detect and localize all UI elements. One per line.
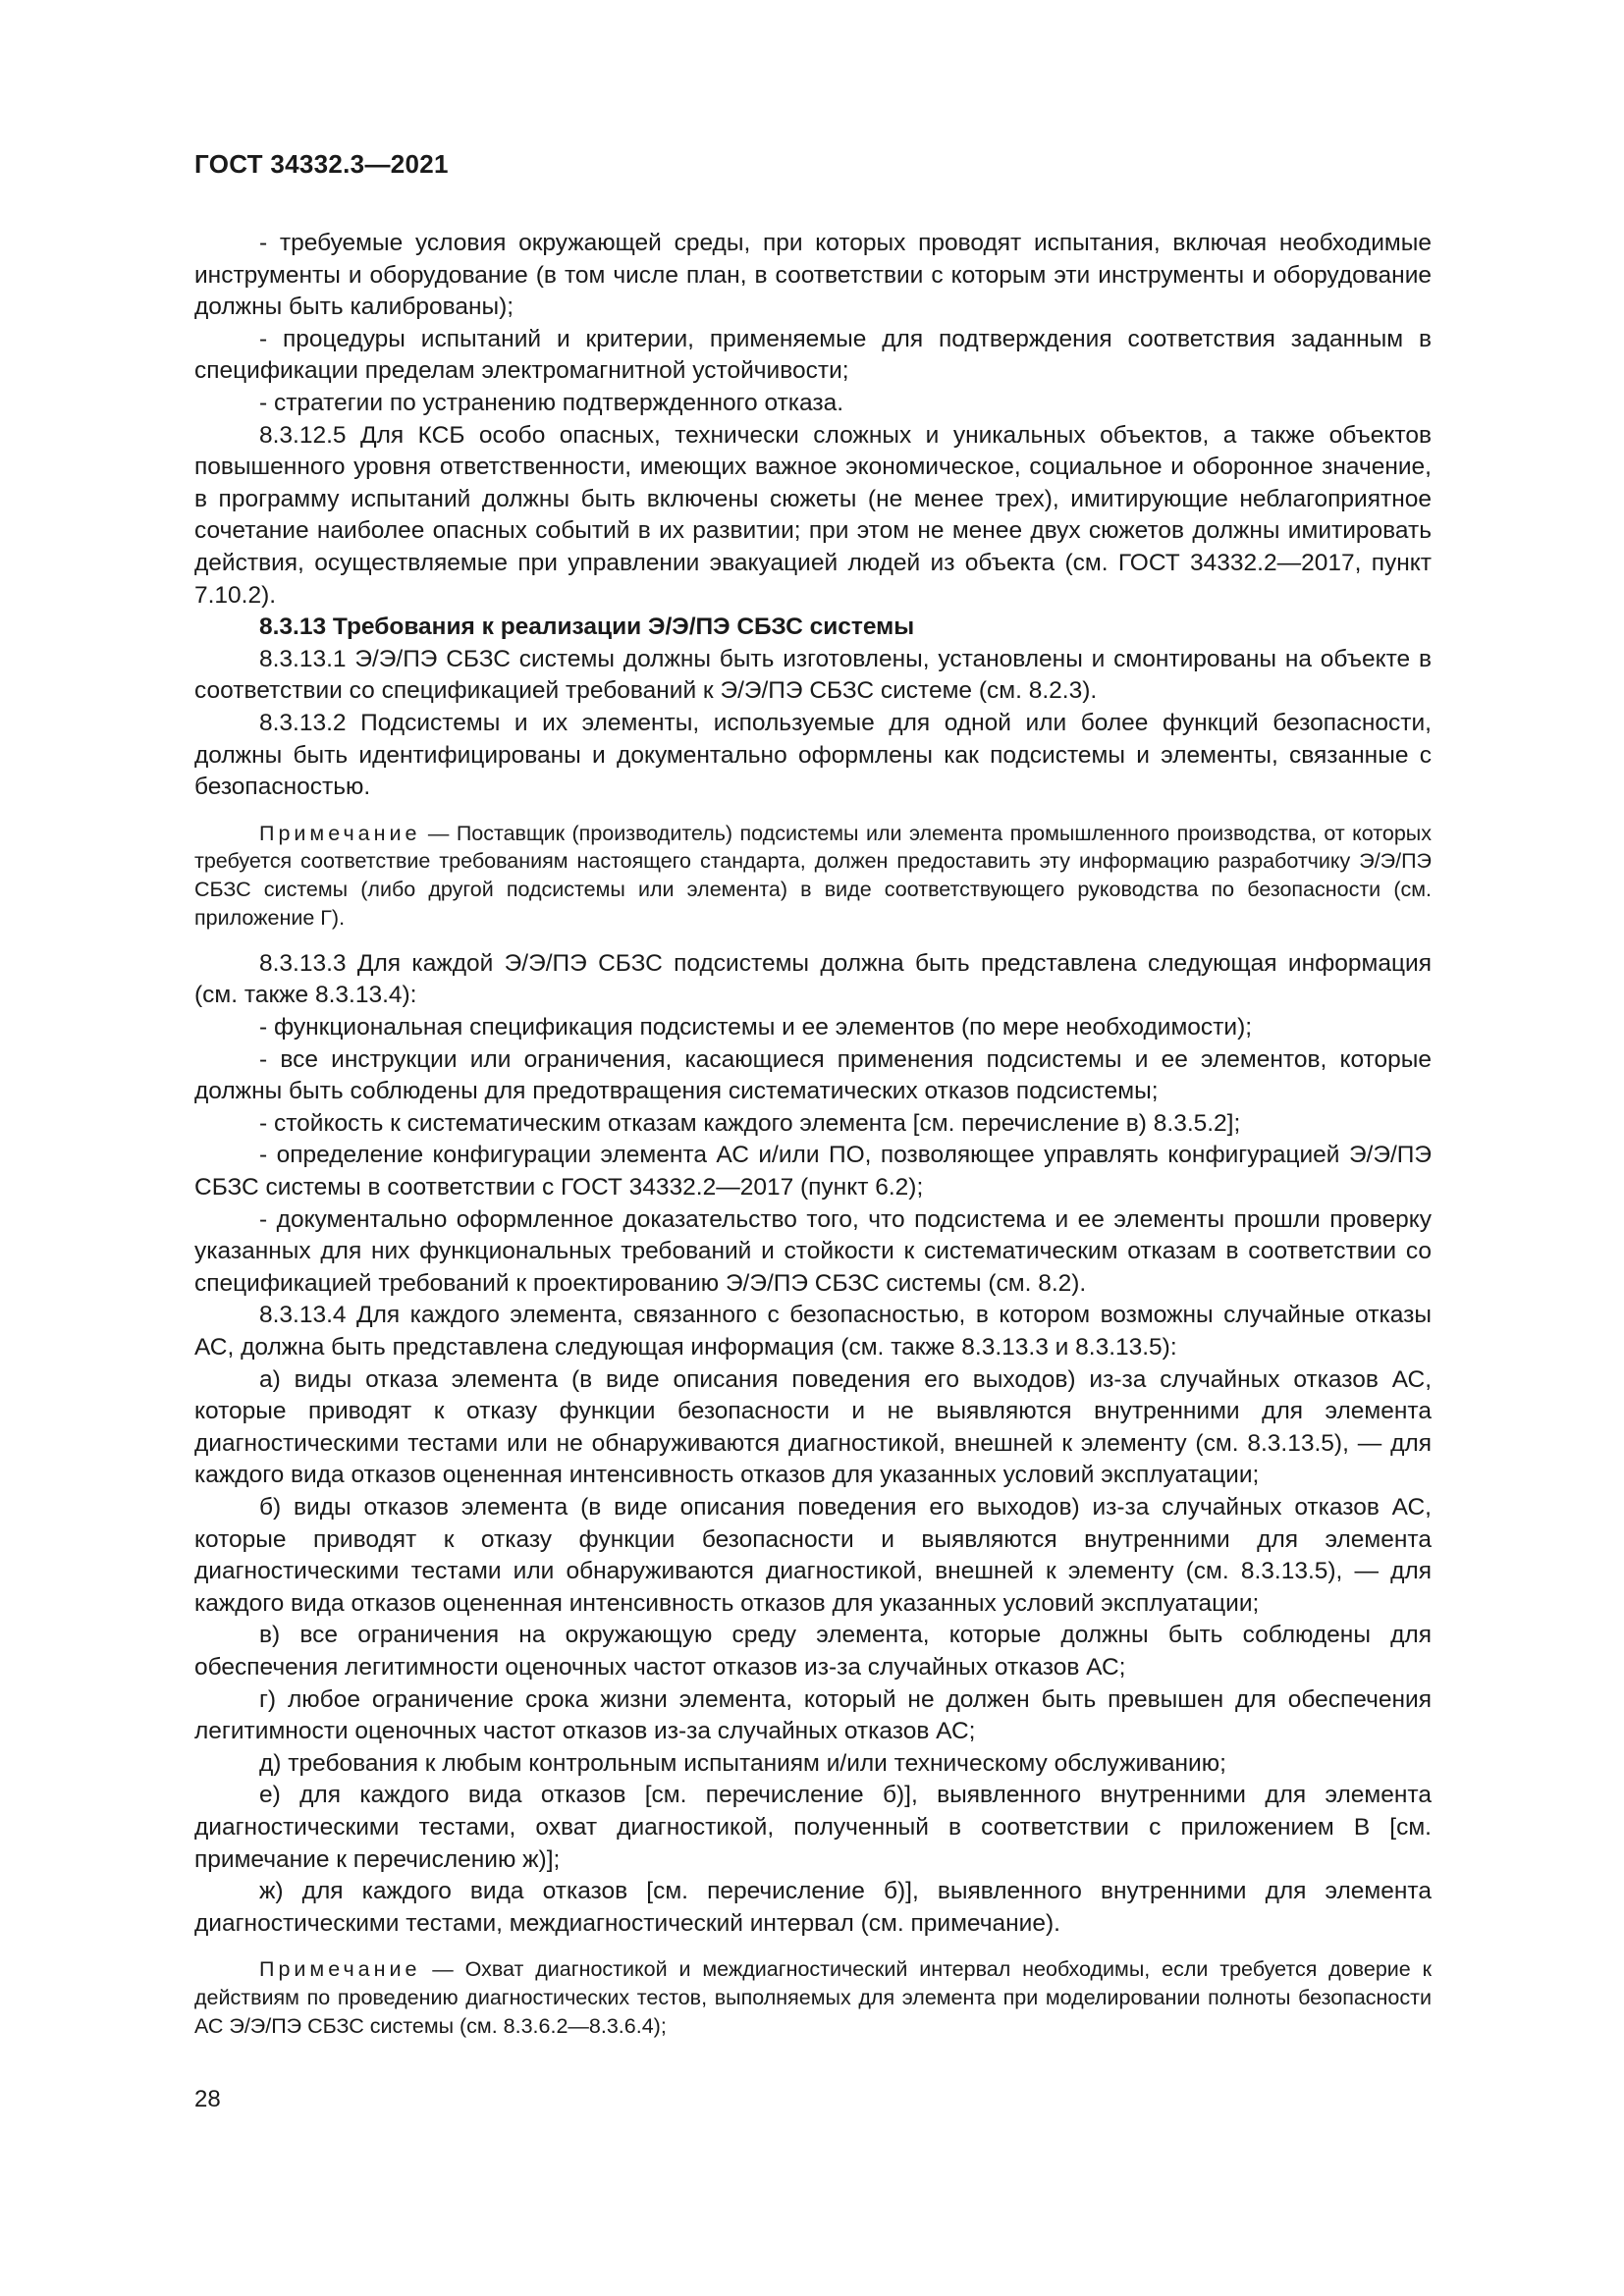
- note-text: — Поставщик (производитель) подсистемы или элемента промышленного производства, от которых требуется соответствие требованиям настоящего стандарта, должен предоставить эту информацию разработчику Э/Э/ПЭ СБЗС системы (либо другой подсистемы или элемента) в виде соответствующего руководства по безопасности (см. приложение Г).: [194, 821, 1432, 931]
- body-paragraph: 8.3.13.3 Для каждой Э/Э/ПЭ СБЗС подсистемы должна быть представлена следующая информация (см. также 8.3.13.4):: [194, 949, 1432, 1009]
- body-paragraph: 8.3.13.4 Для каждого элемента, связанного с безопасностью, в котором возможны случайные отказы АС, должна быть представлена следующая информация (см. также 8.3.13.3 и 8.3.13.5):: [194, 1302, 1432, 1361]
- list-item: д) требования к любым контрольным испытаниям и/или техническому обслуживанию;: [259, 1749, 1226, 1777]
- list-item: - определение конфигурации элемента АС и/или ПО, позволяющее управлять конфигурацией Э/Э/ПЭ СБЗС системы в соответствии с ГОСТ 34332.2—2017 (пункт 6.2);: [194, 1142, 1432, 1201]
- list-item: в) все ограничения на окружающую среду элемента, которые должны быть соблюдены для обеспечения легитимности оценочных частот отказов из-за случайных отказов АС;: [194, 1622, 1432, 1681]
- body-paragraph: 8.3.13.2 Подсистемы и их элементы, используемые для одной или более функций безопасности, должны быть идентифицированы и документально оформлены как подсистемы и элементы, связанные с безопасностью.: [194, 709, 1432, 801]
- list-item: б) виды отказов элемента (в виде описания поведения его выходов) из-за случайных отказов АС, которые приводят к отказу функции безопасности и выявляются внутренними для элемента диагностическими тестами или обнаруживаются диагностикой, внешней к элементу (см. 8.3.13.5), — для каждого вида отказов оцененная интенсивность отказов для указанных условий эксплуатации;: [194, 1493, 1432, 1617]
- page-body: [194, 228, 1432, 2041]
- document-header: ГОСТ 34332.3—2021: [194, 149, 449, 179]
- list-item: а) виды отказа элемента (в виде описания поведения его выходов) из-за случайных отказов АС, которые приводят к отказу функции безопасности и не выявляются внутренними для элемента диагностическими тестами или не обнаруживаются диагностикой, внешней к элементу (см. 8.3.13.5), — для каждого вида отказов оцененная интенсивность отказов для указанных условий эксплуатации;: [194, 1365, 1432, 1489]
- list-item: - функциональная спецификация подсистемы и ее элементов (по мере необходимости);: [259, 1014, 1253, 1041]
- list-item: - стойкость к систематическим отказам каждого элемента [см. перечисление в) 8.3.5.2];: [259, 1109, 1241, 1137]
- section-heading: 8.3.13 Требования к реализации Э/Э/ПЭ СБЗС системы: [259, 614, 915, 641]
- body-paragraph: - требуемые условия окружающей среды, при которых проводят испытания, включая необходимые инструменты и оборудование (в том числе план, в соответствии с которым эти инструменты и оборудование должны быть калиброваны);: [194, 230, 1432, 321]
- note-paragraph: [194, 820, 1432, 933]
- body-paragraph: 8.3.12.5 Для КСБ особо опасных, технически сложных и уникальных объектов, а также объектов повышенного уровня ответственности, имеющих важное экономическое, социальное и оборонное значение, в программу испытаний должны быть включены сюжеты (не менее трех), имитирующие неблагоприятное сочетание наиболее опасных событий в их развитии; при этом не менее двух сюжетов должны имитировать действия, осуществляемые при управлении эвакуацией людей из объекта (см. ГОСТ 34332.2—2017, пункт 7.10.2).: [194, 421, 1432, 609]
- note-text: — Охват диагностикой и междиагностический интервал необходимы, если требуется доверие к действиям по проведению диагностических тестов, выполняемых для элемента при моделировании полноты безопасности АС Э/Э/ПЭ СБЗС системы (см. 8.3.6.2—8.3.6.4);: [194, 1957, 1432, 2038]
- list-item: - документально оформленное доказательство того, что подсистема и ее элементы прошли проверку указанных для них функциональных требований и стойкости к систематическим отказам в соответствии со спецификацией требований к проектированию Э/Э/ПЭ СБЗС системы (см. 8.2).: [194, 1205, 1432, 1297]
- list-item: г) любое ограничение срока жизни элемента, который не должен быть превышен для обеспечения легитимности оценочных частот отказов из-за случайных отказов АС;: [194, 1685, 1432, 1745]
- body-paragraph: - стратегии по устранению подтвержденного отказа.: [259, 389, 844, 416]
- body-paragraph: - процедуры испытаний и критерии, применяемые для подтверждения соответствия заданным в спецификации пределам электромагнитной устойчивости;: [194, 325, 1432, 385]
- note-label: Примечание: [259, 821, 421, 845]
- list-item: ж) для каждого вида отказов [см. перечисление б)], выявленного внутренними для элемента диагностическими тестами, междиагностический интервал (см. примечание).: [194, 1878, 1432, 1937]
- page-number: 28: [194, 2086, 221, 2112]
- body-paragraph: 8.3.13.1 Э/Э/ПЭ СБЗС системы должны быть изготовлены, установлены и смонтированы на объекте в соответствии со спецификацией требований к Э/Э/ПЭ СБЗС системе (см. 8.2.3).: [194, 645, 1432, 705]
- note-label: Примечание: [259, 1957, 421, 1982]
- list-item: - все инструкции или ограничения, касающиеся применения подсистемы и ее элементов, которые должны быть соблюдены для предотвращения систематических отказов подсистемы;: [194, 1045, 1432, 1105]
- list-item: е) для каждого вида отказов [см. перечисление б)], выявленного внутренними для элемента диагностическими тестами, охват диагностикой, полученный в соответствии с приложением В [см. примечание к перечислению ж)];: [194, 1782, 1432, 1873]
- note-paragraph: [194, 1955, 1432, 2040]
